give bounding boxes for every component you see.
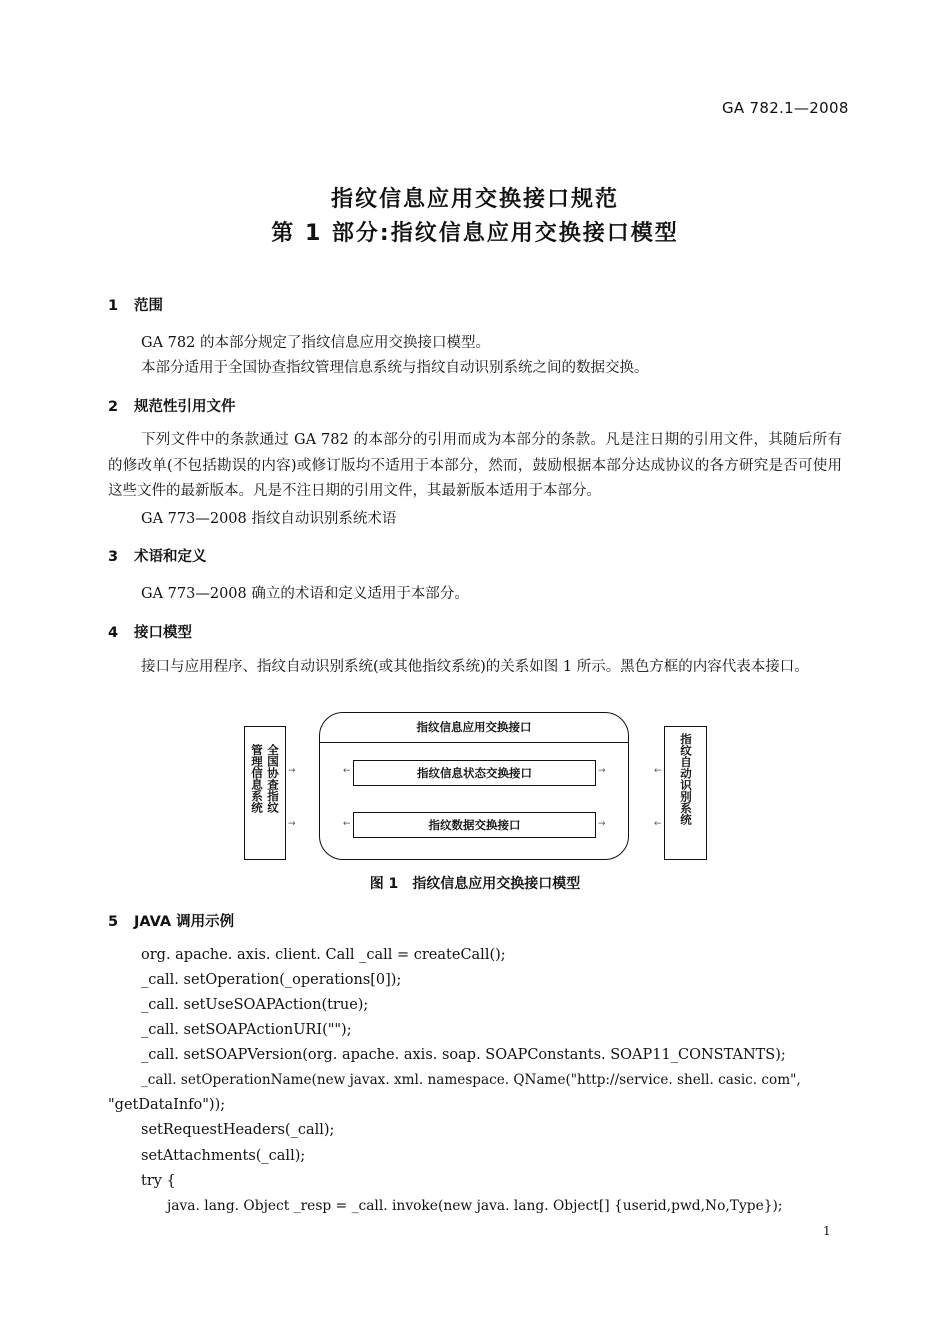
- section-5-heading: [108, 910, 234, 931]
- arrow-icon: ←: [343, 819, 351, 829]
- section-4-paragraph: 接口与应用程序、指纹自动识别系统(或其他指纹系统)的关系如图 1 所示。黑色方框的内容代表本接口。: [141, 659, 809, 675]
- figure-inner-box-1-label: 指纹信息状态交换接口: [417, 766, 532, 780]
- code-line: _call. setSOAPActionURI("");: [141, 1022, 352, 1038]
- code-line: setAttachments(_call);: [141, 1148, 306, 1164]
- figure-right-box-label: 指纹自动识别系统: [679, 733, 693, 825]
- arrow-icon: →: [598, 766, 606, 776]
- figure-inner-box-2-label: 指纹数据交换接口: [428, 818, 521, 832]
- section-title: 接口模型: [134, 625, 192, 641]
- section-2-heading: [108, 395, 236, 416]
- section-title: JAVA 调用示例: [134, 914, 235, 930]
- figure-caption-text: 指纹信息应用交换接口模型: [412, 876, 581, 892]
- standard-code: GA 782.1—2008: [722, 99, 849, 117]
- section-2-reference: GA 773—2008 指纹自动识别系统术语: [141, 511, 397, 527]
- figure-inner-box-1: [353, 760, 596, 786]
- figure-interface-divider: [320, 742, 628, 743]
- figure-inner-box-2: [353, 812, 596, 838]
- section-1-line-2: 本部分适用于全国协查指纹管理信息系统与指纹自动识别系统之间的数据交换。: [141, 360, 649, 376]
- section-number: 1: [108, 298, 119, 314]
- section-title: 规范性引用文件: [134, 399, 236, 415]
- figure-interface-title: 指纹信息应用交换接口: [416, 720, 532, 734]
- code-line: _call. setSOAPVersion(org. apache. axis. soap. SOAPConstants. SOAP11_CONSTANTS);: [141, 1047, 786, 1063]
- code-line: setRequestHeaders(_call);: [141, 1122, 335, 1138]
- document-subtitle: 第 1 部分:指纹信息应用交换接口模型: [271, 221, 679, 246]
- page-number: 1: [823, 1224, 831, 1238]
- arrow-icon: ←: [654, 766, 662, 776]
- section-3-line: GA 773—2008 确立的术语和定义适用于本部分。: [141, 586, 469, 602]
- figure-left-box: [244, 726, 286, 860]
- figure-left-box-col-2: 全国协查指纹: [266, 744, 280, 813]
- section-number: 3: [108, 549, 119, 565]
- code-line: _call. setOperation(_operations[0]);: [141, 972, 402, 988]
- arrow-icon: →: [598, 819, 606, 829]
- code-line: org. apache. axis. client. Call _call = createCall();: [141, 947, 506, 963]
- arrow-icon: ←: [654, 819, 662, 829]
- figure-caption: [0, 873, 950, 893]
- section-number: 5: [108, 914, 119, 930]
- section-number: 2: [108, 399, 119, 415]
- figure-caption-number: 图 1: [369, 876, 399, 892]
- section-3-heading: [108, 545, 207, 566]
- section-title: 术语和定义: [134, 549, 207, 565]
- figure-right-box: [664, 726, 707, 860]
- section-1-heading: [108, 294, 163, 315]
- arrow-icon: →: [288, 819, 296, 829]
- code-line: try {: [141, 1173, 176, 1189]
- section-2-paragraph: 下列文件中的条款通过 GA 782 的本部分的引用而成为本部分的条款。凡是注日期的引用文件，其随后所有的修改单(不包括勘误的内容)或修订版均不适用于本部分，然而，鼓励根据本部分达成协议的各方研究是否可使用这些文件的最新版本。凡是不注日期的引用文件，其最新版本适用于本部分。: [108, 432, 842, 499]
- section-number: 4: [108, 625, 119, 641]
- code-line: _call. setUseSOAPAction(true);: [141, 997, 369, 1013]
- code-line: "getDataInfo"));: [108, 1097, 226, 1113]
- code-line: _call. setOperationName(new javax. xml. namespace. QName("http://service. shell. casic. com",: [141, 1072, 801, 1088]
- section-1-line-1: GA 782 的本部分规定了指纹信息应用交换接口模型。: [141, 335, 490, 351]
- figure-left-box-col-1: 管理信息系统: [250, 744, 264, 813]
- arrow-icon: →: [288, 766, 296, 776]
- document-title: 指纹信息应用交换接口规范: [330, 187, 619, 212]
- code-line: java. lang. Object _resp = _call. invoke(new java. lang. Object[] {userid,pwd,No,Type});: [167, 1198, 783, 1214]
- arrow-icon: ←: [343, 766, 351, 776]
- section-title: 范围: [134, 298, 163, 314]
- section-4-heading: [108, 621, 192, 642]
